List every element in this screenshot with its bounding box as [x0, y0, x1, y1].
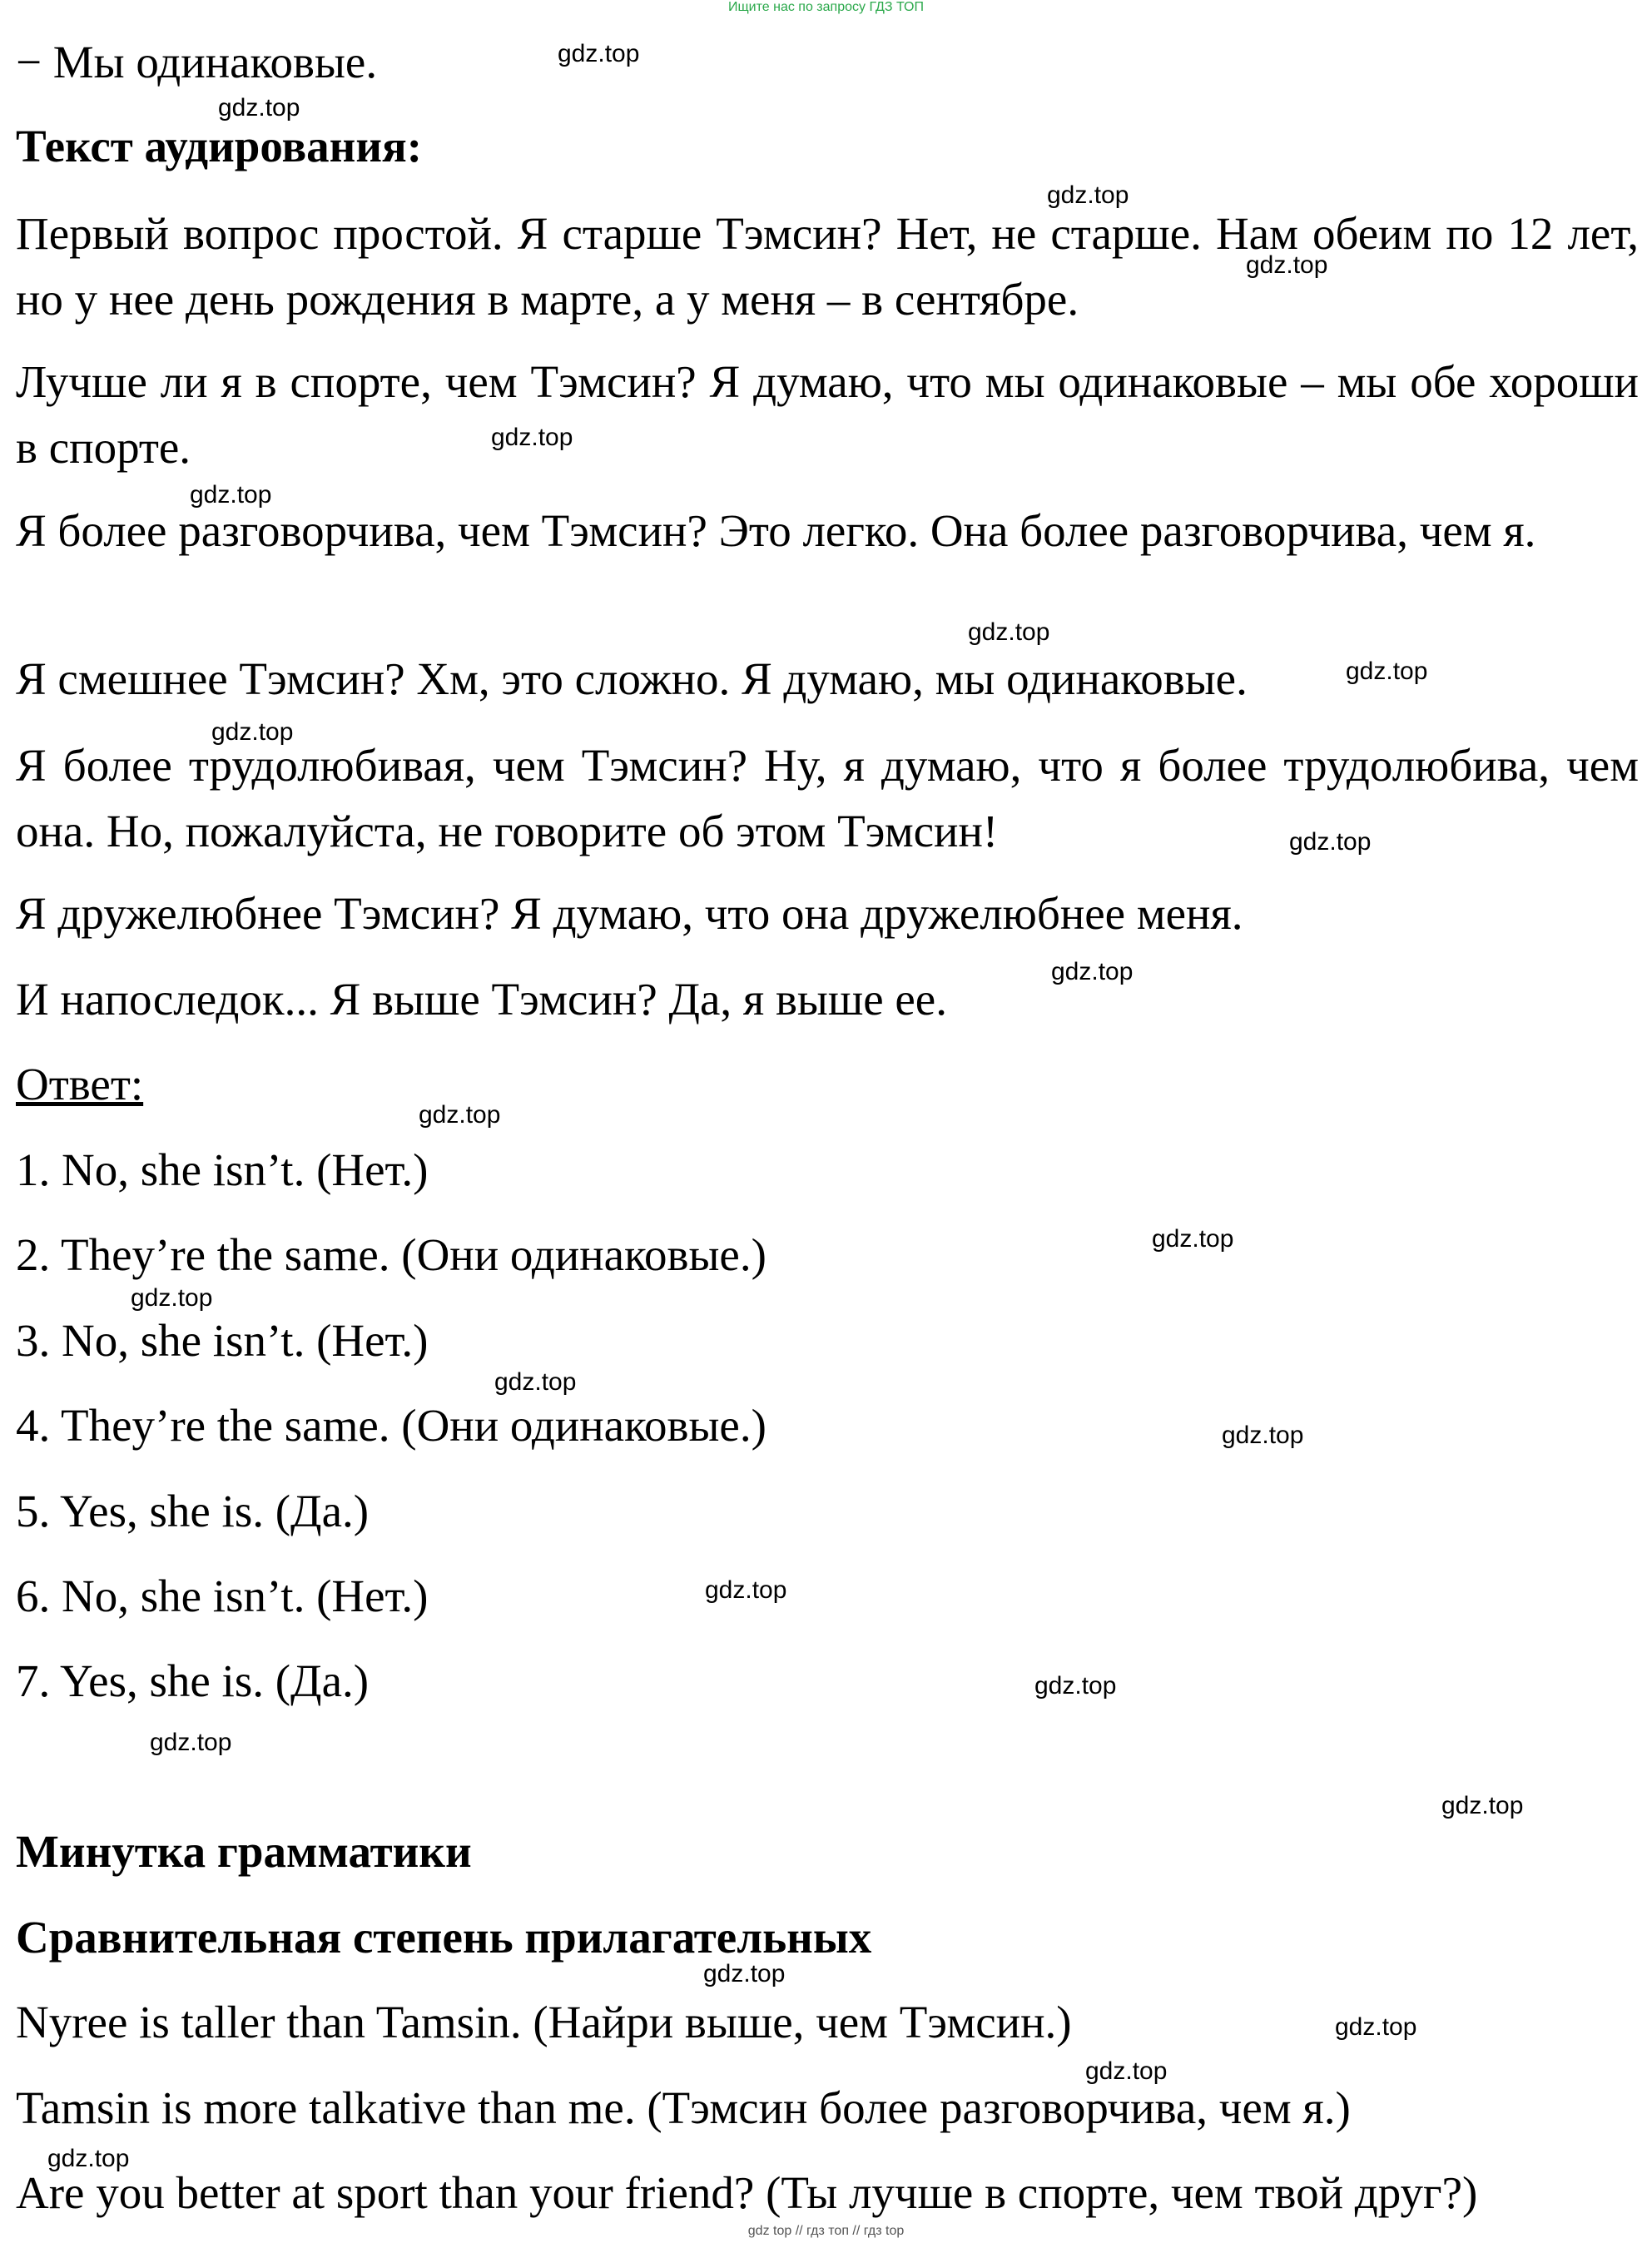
watermark: gdz.top: [1152, 1225, 1234, 1253]
watermark: gdz.top: [1335, 2013, 1417, 2041]
grammar-subheading: Сравнительная степень прилагательных: [16, 1912, 872, 1963]
first-line: − Мы одинаковые.: [16, 37, 378, 87]
watermark: gdz.top: [968, 618, 1050, 646]
listening-heading: Текст аудирования:: [16, 121, 423, 171]
example-sentence: Tamsin is more talkative than me. (Тэмсин более разговорчива, чем я.): [16, 2082, 1351, 2133]
watermark: gdz.top: [1346, 658, 1428, 685]
answer-item: 2. They’re the same. (Они одинаковые.): [16, 1229, 766, 1280]
answer-heading: Ответ:: [16, 1059, 144, 1109]
answer-item: 1. No, she isn’t. (Нет.): [16, 1144, 429, 1195]
watermark: gdz.top: [1289, 828, 1372, 856]
watermark: gdz.top: [705, 1576, 787, 1604]
watermark: gdz.top: [1222, 1422, 1304, 1449]
example-sentence: Nyree is taller than Tamsin. (Найри выше, чем Тэмсин.): [16, 1997, 1072, 2047]
paragraph: Первый вопрос простой. Я старше Тэмсин? Нет, не старше. Нам обеим по 12 лет, но у нее день рождения в марте, а у меня – в сентябре.: [16, 208, 1639, 325]
paragraph: Я более трудолюбивая, чем Тэмсин? Ну, я думаю, что я более трудолюбива, чем она. Но, пожалуйста, не говорите об этом Тэмсин!: [16, 740, 1639, 856]
paragraph: Я смешнее Тэмсин? Хм, это сложно. Я думаю, мы одинаковые.: [16, 653, 1248, 704]
watermark: gdz.top: [1085, 2057, 1168, 2085]
watermark: gdz.top: [1246, 251, 1328, 279]
answer-item: 5. Yes, she is. (Да.): [16, 1486, 370, 1536]
watermark: gdz.top: [1034, 1672, 1117, 1700]
watermark: gdz.top: [1047, 181, 1129, 209]
paragraph: Я более разговорчива, чем Тэмсин? Это легко. Она более разговорчива, чем я.: [16, 505, 1536, 556]
watermark: gdz.top: [1051, 958, 1134, 985]
answer-item: 3. No, she isn’t. (Нет.): [16, 1315, 429, 1366]
top-banner: Ищите нас по запросу ГДЗ ТОП: [728, 0, 924, 14]
paragraph: И напоследок... Я выше Тэмсин? Да, я выше ее.: [16, 974, 947, 1025]
watermark: gdz.top: [190, 481, 272, 509]
watermark: gdz.top: [491, 424, 573, 451]
paragraph: Лучше ли я в спорте, чем Тэмсин? Я думаю, что мы одинаковые – мы обе хороши в спорте.: [16, 356, 1639, 473]
watermark: gdz.top: [703, 1960, 786, 1987]
watermark: gdz.top: [1441, 1792, 1524, 1819]
watermark: gdz.top: [494, 1368, 577, 1396]
watermark: gdz.top: [211, 718, 294, 746]
answer-item: 4. They’re the same. (Они одинаковые.): [16, 1400, 766, 1451]
watermark: gdz.top: [218, 94, 300, 122]
watermark: gdz.top: [131, 1284, 213, 1312]
paragraph: Я дружелюбнее Тэмсин? Я думаю, что она дружелюбнее меня.: [16, 888, 1243, 939]
watermark: gdz.top: [150, 1729, 232, 1756]
watermark: gdz.top: [419, 1101, 501, 1129]
answer-item: 6. No, she isn’t. (Нет.): [16, 1571, 429, 1621]
watermark: gdz.top: [558, 40, 640, 67]
bottom-banner: gdz top // гдз топ // гдз top: [747, 2224, 905, 2238]
answer-item: 7. Yes, she is. (Да.): [16, 1655, 370, 1706]
grammar-heading: Минутка грамматики: [16, 1826, 472, 1877]
example-sentence: Are you better at sport than your friend? (Ты лучше в спорте, чем твой друг?): [16, 2167, 1478, 2218]
watermark: gdz.top: [47, 2145, 130, 2172]
